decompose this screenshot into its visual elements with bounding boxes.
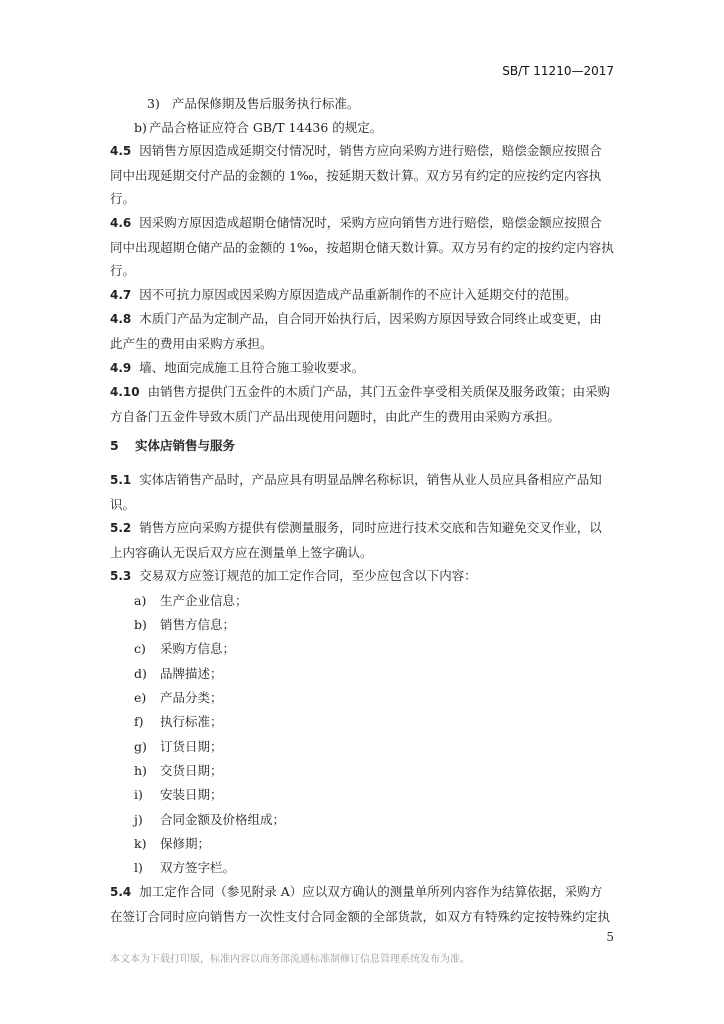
list-text: 生产企业信息； — [160, 592, 248, 608]
list-marker: h) — [134, 762, 147, 778]
section-heading — [110, 434, 614, 458]
list-marker: i) — [134, 787, 143, 803]
list-marker: g) — [134, 738, 147, 754]
list-marker: j) — [134, 811, 143, 827]
list-item — [110, 710, 614, 734]
clause-paragraph — [110, 380, 614, 428]
clause-paragraph — [110, 283, 614, 308]
clause-text: 因采购方原因造成超期仓储情况时，采购方应向销售方进行赔偿，赔偿金额应按照合同中出现超期仓储产品的金额的 1‰，按超期仓储天数计算。双方另有约定的按约定内容执行。 — [110, 214, 614, 279]
list-item — [110, 808, 614, 832]
list-item — [110, 783, 614, 807]
clause-text: 加工定作合同（参见附录 A）应以双方确认的测量单所列内容作为结算依据，采购方在签订合同时应向销售方一次性支付合同金额的全部货款，如双方有特殊约定按特殊约定执 — [110, 884, 611, 925]
list-item — [110, 735, 614, 759]
clause-number: 4.5 — [110, 144, 132, 159]
clause-text: 销售方应向采购方提供有偿测量服务，同时应进行技术交底和告知避免交叉作业，以上内容确认无误后双方应在测量单上签字确认。 — [110, 520, 602, 560]
page-number: 5 — [606, 930, 614, 944]
list-text: 保修期； — [160, 835, 211, 851]
clause-number: 5.4 — [110, 885, 132, 900]
clause-paragraph — [110, 880, 614, 928]
list-item — [110, 662, 614, 686]
list-item — [110, 832, 614, 856]
list-item — [110, 856, 614, 880]
list-marker: b) — [134, 119, 147, 135]
list-item — [110, 613, 614, 637]
document-body — [110, 92, 614, 929]
clause-text: 交易双方应签订规范的加工定作合同，至少应包含以下内容： — [139, 568, 477, 584]
list-item — [110, 686, 614, 710]
clause-number: 4.9 — [110, 360, 132, 375]
list-marker: c) — [134, 641, 146, 657]
list-text: 双方签字栏。 — [160, 860, 236, 876]
clause-text: 因不可抗力原因或因采购方原因造成产品重新制作的不应计入延期交付的范围。 — [139, 286, 577, 302]
clause-text: 木质门产品为定制产品，自合同开始执行后，因采购方原因导致合同终止或变更，由此产生的费用由采购方承担。 — [110, 311, 602, 351]
list-marker: f) — [134, 714, 144, 730]
clause-paragraph — [110, 356, 614, 381]
list-marker: a) — [134, 592, 147, 608]
list-text: 产品合格证应符合 GB/T 14436 的规定。 — [148, 119, 383, 135]
clause-paragraph — [110, 139, 614, 211]
clause-number: 4.8 — [110, 312, 132, 327]
list-text: 产品分类； — [160, 690, 223, 706]
list-text: 订货日期； — [160, 738, 223, 754]
list-text: 合同金额及价格组成； — [160, 811, 286, 827]
list-marker: 3) — [147, 96, 160, 111]
list-text: 品牌描述； — [160, 665, 223, 681]
standard-code: SB/T 11210—2017 — [502, 64, 614, 78]
clause-number: 5.1 — [110, 472, 132, 487]
list-text: 交货日期； — [160, 762, 223, 778]
list-text: 执行标准； — [160, 714, 223, 730]
clause-number: 5.2 — [110, 521, 132, 536]
clause-paragraph — [110, 468, 614, 516]
list-line — [110, 116, 614, 140]
section-number: 5 — [110, 438, 119, 454]
clause-number: 5.3 — [110, 569, 132, 584]
clause-paragraph — [110, 307, 614, 355]
clause-text: 墙、地面完成施工且符合施工验收要求。 — [139, 359, 365, 375]
clause-paragraph — [110, 211, 614, 283]
clause-paragraph — [110, 564, 614, 589]
clause-text: 实体店销售产品时，产品应具有明显品牌名称标识，销售从业人员应具备相应产品知识。 — [110, 471, 602, 512]
list-item — [110, 637, 614, 661]
list-marker: l) — [134, 860, 143, 876]
clause-text: 因销售方原因造成延期交付情况时，销售方应向采购方进行赔偿，赔偿金额应按照合同中出现延期交付产品的金额的 1‰，按延期天数计算。双方另有约定的应按约定内容执行。 — [110, 143, 602, 207]
list-marker: e) — [134, 690, 147, 706]
clause-text: 由销售方提供门五金件的木质门产品，其门五金件享受相关质保及服务政策；由采购方自备门五金件导致木质门产品出现使用问题时，由此产生的费用由采购方承担。 — [110, 384, 611, 424]
clause-paragraph — [110, 516, 614, 564]
list-text: 安装日期； — [160, 787, 223, 803]
clause-number: 4.6 — [110, 215, 132, 230]
list-text: 产品保修期及售后服务执行标准。 — [171, 96, 360, 111]
footer-note: 本文本为下载打印版，标准内容以商务部流通标准制修订信息管理系统发布为准。 — [110, 954, 470, 965]
clause-number: 4.10 — [110, 385, 140, 400]
list-item — [110, 589, 614, 613]
list-marker: b) — [134, 617, 147, 633]
list-line — [110, 92, 614, 116]
list-marker: k) — [134, 835, 147, 851]
list-text: 采购方信息； — [160, 641, 236, 657]
section-title: 实体店销售与服务 — [135, 438, 236, 454]
list-marker: d) — [134, 665, 147, 681]
list-text: 销售方信息； — [160, 617, 236, 633]
clause-number: 4.7 — [110, 287, 132, 302]
list-item — [110, 759, 614, 783]
